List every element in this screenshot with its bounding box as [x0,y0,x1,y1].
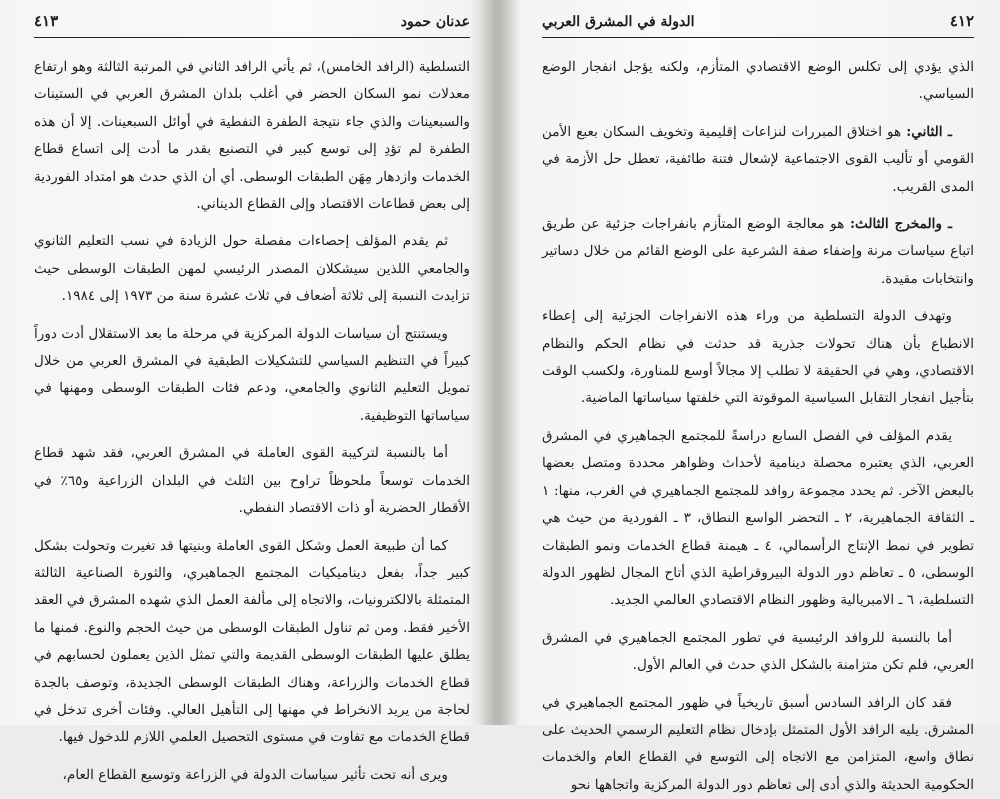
paragraph: ويرى أنه تحت تأثير سياسات الدولة في الزراعة وتوسيع القطاع العام، [62,766,448,783]
right-body-text [542,54,974,799]
paragraph-text: هو معالجة الوضع المتأزم بانفراجات جزئية عن طريق اتباع سياسات مرنة وإضفاء صفة الشرعية على الوضع القائم من خلال دساتير وانتخابات مقيدة. [542,216,974,287]
paragraph-text: يقدم المؤلف في الفصل السابع دراسةً للمجتمع الجماهيري في المشرق العربي، الذي يعتبره محصلة دينامية لأحداث وظواهر محددة ومتصل بعضها بالبعض الآخر. ثم يحدد مجموعة روافد للمجتمع الجماهيري في الغرب، منها: ١ ـ الثقافة الجماهيرية، ٢ ـ التحضر الواسع النطاق، ٣ ـ الفوردية من حيث هي تطوير في نمط الإنتاج الرأسمالي، ٤ ـ هيمنة قطاع الخدمات ونمو الطبقات الوسطى، ٥ ـ تعاظم دور الدولة البيروقراطية الذي أتاح المجال لظهور الدولة التسلطية، ٦ ـ الامبريالية وظهور النظام الاقتصادي العالمي الجديد. [542,427,975,609]
left-page [0,0,492,783]
paragraph [542,119,974,201]
paragraph-lead: ـ والمخرج الثالث: [849,216,952,233]
paragraph [542,625,974,680]
paragraph: كما أن طبيعة العمل وشكل القوى العاملة وبنيتها قد تغيرت وتحولت بشكل كبير جداً، بفعل ديناميكيات المجتمع الجماهيري، والثورة الصناعية الثالثة المتمثلة بالالكترونيات، والاتجاه إلى مألفة العمل الذي شهده المشرق في العقد الأخير فقط. ومن ثم تناول الطبقات الوسطى من حيث الحجم والنوع. فمنها ما يطلق عليها الطبقات الوسطى القديمة والتي تمثل الذين يعملون لحسابهم في قطاع الخدمات والزراعة، وهناك الطبقات الوسطى الجديدة، وتوصف بالجدة لحاجة من يريد الانخراط في مهنها إلى التأهيل العالي. وفئات أخرى تدخل في قطاع الخدمات مع تفاوت في مستوى التحصيل العلمي اللازم للدخول فيها. [34,537,470,746]
right-page-number: ٤١٢ [949,12,974,30]
left-header-title: عدنان حمود [400,14,470,30]
right-running-head [542,12,974,38]
paragraph-text: أما بالنسبة للروافد الرئيسية في تطور المجتمع الجماهيري في المشرق العربي، فلم تكن متزامنة بالشكل الذي حدث في العالم الأول. [542,629,974,674]
paragraph [542,303,974,413]
paragraph: التسلطية (الرافد الخامس)، ثم يأتي الرافد الثاني في المرتبة الثالثة وهو ارتفاع معدلات نمو السكان الحضر في أغلب بلدان المشرق العربي في الستينات والسبعينات والذي جاء نتيجة الطفرة النفطية في أوائل السبعينات. إلا أن هذه الطفرة لم تؤدِ إلى توسع كبير في التصنيع بقدر ما أدت إلى اتساع قطاع الخدمات وازدهار مِهَن الطبقات الوسطى. أي أن الذي حدث هو امتداد الفوردية إلى بعض قطاعات الاقتصاد وإلى القطاع الديناني. [34,59,470,213]
paragraph: ثم يقدم المؤلف إحصاءات مفصلة حول الزيادة في نسب التعليم الثانوي والجامعي اللذين سيشكلان المصدر الرئيسي لمهن الطبقات الوسطى حيث تزايدت النسبة إلى ثلاثة أضعاف في ثلاث عشرة سنة من ١٩٧٣ إلى ١٩٨٤. [34,233,470,305]
paragraph: ويستنتج أن سياسات الدولة المركزية في مرحلة ما بعد الاستقلال أدت دوراً كبيراً في التنظيم السياسي للتشكيلات الطبقية في المشرق العربي من خلال تمويل التعليم الثانوي والجامعي، ودعم فئات الطبقات الوسطى ومهنها في سياساتها التوظيفية. [34,325,470,424]
paragraph [542,211,974,293]
paragraph-text: الذي يؤدي إلى تكلس الوضع الاقتصادي المتأزم، ولكنه يؤجل انفجار الوضع السياسي. [542,59,974,103]
paragraph-text: فقد كان الرافد السادس أسبق تاريخياً في ظهور المجتمع الجماهيري في المشرق. يليه الرافد الأول المتمثل بإدخال نظام التعليم الرسمي الحديث على نطاق واسع، المتزامن مع الاتجاه إلى التوسع في القطاع العام والخدمات الحكومية الحديثة والذي أدى إلى تعاظم دور الدولة المركزية واتجاهها نحو [542,694,974,793]
left-body-text [34,54,470,789]
paragraph [542,54,974,109]
paragraph: أما بالنسبة لتركيبة القوى العاملة في المشرق العربي، فقد شهد قطاع الخدمات توسعاً ملحوظاً تراوح بين الثلث في البلدان الزراعية و٦٥٪ في الأقطار الحضرية أو ذات الاقتصاد النفطي. [34,445,471,517]
paragraph-text: وتهدف الدولة التسلطية من وراء هذه الانفراجات الجزئية إلى إعطاء الانطباع بأن هناك تحولات جذرية قد حدثت في نظام الحكم والنظام الاقتصادي، وهي في الحقيقة لا تطلب إلا مجالاً أوسع للمناورة، ولكسب الوقت بتأجيل انفجار التقابل السياسية الموقوتة التي خلفتها سياساتها الماضية. [542,308,974,407]
paragraph-text: هو اختلاق المبررات لنزاعات إقليمية وتخويف السكان بعبع الأمن القومي أو تأليب القوى الاجتماعية لإشعال فتنة طائفية، تعطل حل الأزمة في المدى القريب. [542,123,974,195]
right-header-title: الدولة في المشرق العربي [542,14,695,30]
left-page-number: ٤١٣ [34,12,59,30]
left-running-head [34,12,470,38]
paragraph [542,690,974,799]
right-page [508,0,1000,793]
paragraph-lead: ـ الثاني: [906,123,952,140]
paragraph [542,423,974,615]
